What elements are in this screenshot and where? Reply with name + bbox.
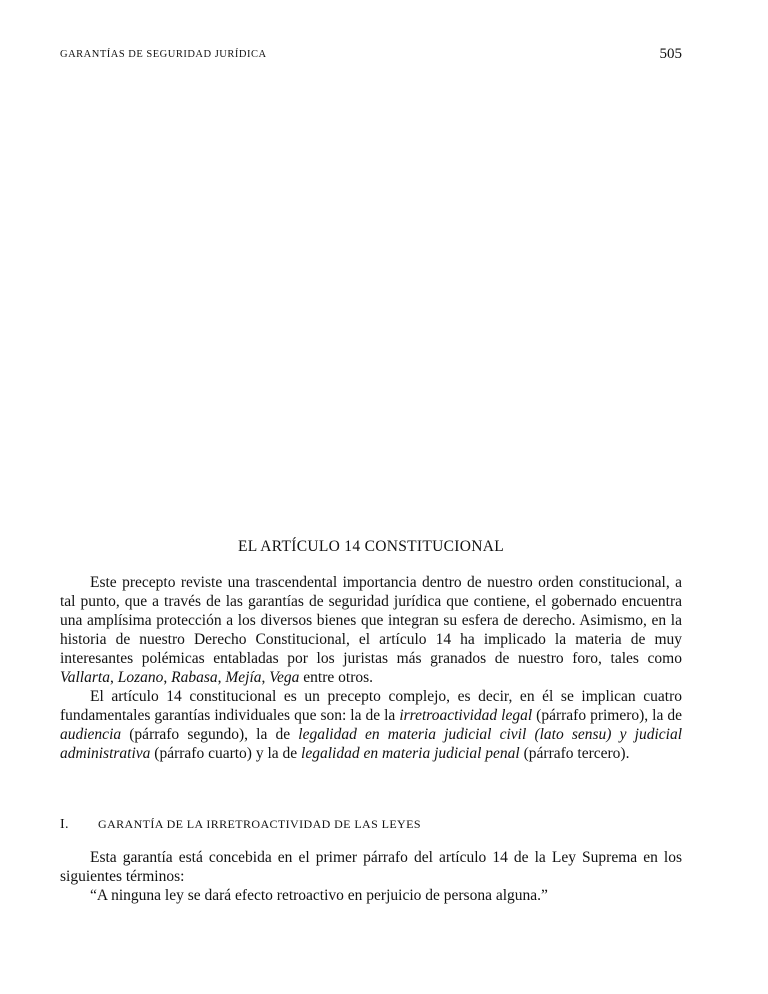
running-header: [60, 46, 682, 66]
constitutional-quote: “A ninguna ley se dará efecto retroactivo en perjuicio de persona alguna.”: [90, 887, 548, 904]
jurist-name: Mejía: [225, 669, 262, 686]
subheading: [60, 817, 682, 833]
subheading-title: GARANTÍA DE LA IRRETROACTIVIDAD DE LAS LEYES: [98, 817, 421, 831]
subheading-number: I.: [60, 817, 69, 832]
jurist-name: Vallarta: [60, 669, 110, 686]
paragraph-1: Este precepto reviste una trascendental importancia dentro de nuestro orden constitucional, a tal punto, que a través de las garantías de seguridad jurídica que contiene, el gobernado encuentra una amplísima protección a los diversos bienes que integran su esfera de derecho. Asimismo, en la historia de nuestro Derecho Constitucional, el artículo 14 ha implicado la materia de muy interesantes polémicas entabladas por los juristas más granados de nuestro foro, tales como Vallarta, Lozano, Rabasa, Mejía, Vega entre otros.: [60, 574, 682, 686]
section-i-text: [60, 848, 682, 905]
jurist-name: Vega: [269, 669, 300, 686]
jurist-name: Rabasa: [171, 669, 218, 686]
page-number: 505: [659, 46, 682, 62]
jurist-name: Lozano: [117, 669, 164, 686]
running-title: GARANTÍAS DE SEGURIDAD JURÍDICA: [60, 49, 267, 60]
section-title: EL ARTÍCULO 14 CONSTITUCIONAL: [238, 538, 504, 555]
paragraph-3: Esta garantía está concebida en el primer párrafo del artículo 14 de la Ley Suprema en los siguientes términos:: [60, 849, 682, 885]
paragraph-2: El artículo 14 constitucional es un precepto complejo, es decir, en él se implican cuatro fundamentales garantías individuales que son: la de la irretroactividad legal (párrafo primero), la de audiencia (párrafo segundo), la de legalidad en materia judicial civil (lato sensu) y judicial administrativa (párrafo cuarto) y la de legalidad en materia judicial penal (párrafo tercero).: [60, 688, 682, 762]
intro-text: [60, 573, 682, 763]
